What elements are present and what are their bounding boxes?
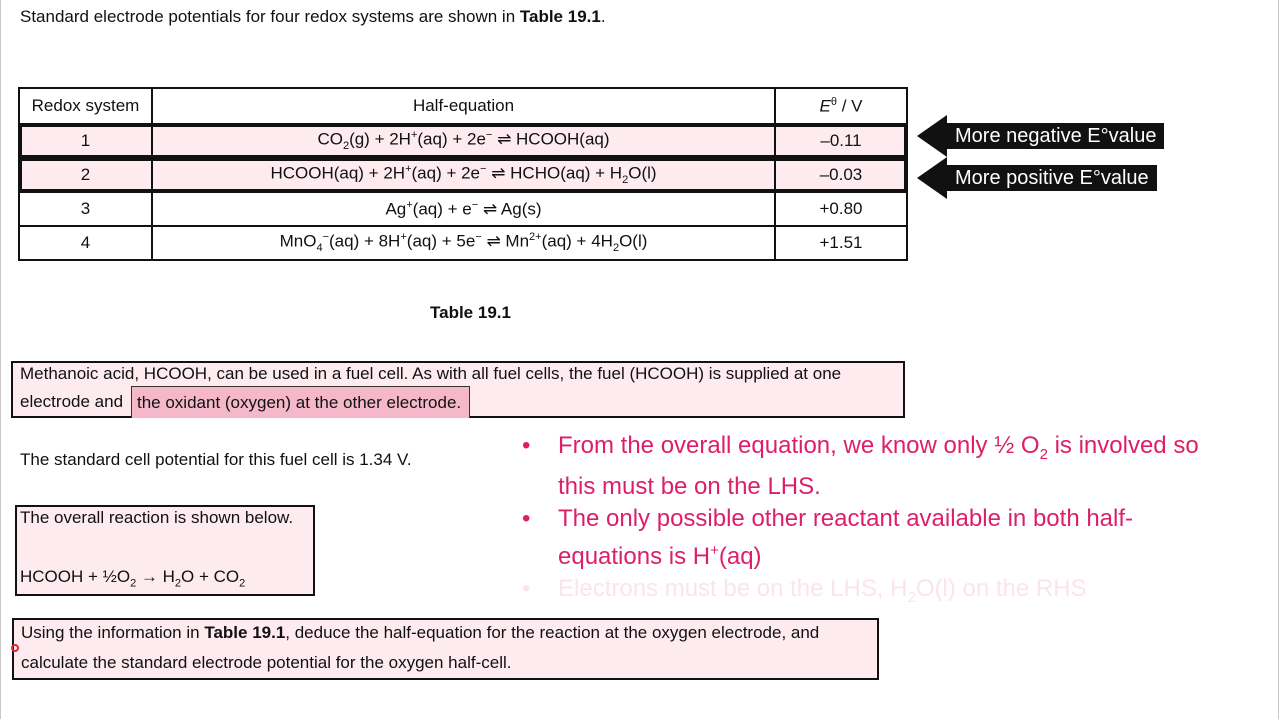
header-e-value: $E^\theta$ / V	[775, 88, 907, 124]
table-row	[19, 192, 907, 226]
table-reference: Table 19.1	[519, 7, 601, 26]
table-row	[19, 158, 907, 192]
overall-reaction-label: The overall reaction is shown below.	[20, 508, 294, 527]
table-row	[19, 226, 907, 260]
annotation-more-negative	[917, 116, 1164, 156]
cell-potential-text: The standard cell potential for this fuel cell is 1.34 V.	[20, 450, 412, 469]
header-redox-system: Redox system	[19, 88, 152, 124]
e-value: +0.80	[775, 192, 907, 226]
annotation-text: More negative E°value	[947, 123, 1164, 149]
bullet-item: • The only possible other reactant available in both half-equations is H+(aq)	[520, 503, 1220, 573]
question-box	[12, 618, 879, 680]
overall-reaction-equation: HCOOH + $\frac{1}{2}O_2 \to H_2O + CO_2$	[20, 567, 246, 590]
paragraph-line-1: Methanoic acid, HCOOH, can be used in a fuel cell. As with all fuel cells, the fuel (HCOOH) is supplied at one	[20, 364, 842, 383]
bullet-item: • From the overall equation, we know only ½ $O_2$ is involved so this must be on the LHS.	[520, 430, 1220, 503]
overall-reaction-box	[15, 505, 315, 596]
question-line-2: calculate the standard electrode potential for the oxygen half-cell.	[21, 653, 512, 672]
explanation-bullets	[520, 430, 1220, 614]
fuel-cell-paragraph	[11, 361, 905, 418]
intro-text: Standard electrode potentials for four redox systems are shown in Table 19.1.	[20, 7, 606, 26]
left-arrow-icon	[917, 115, 947, 157]
paragraph-line-2: electrode and	[20, 392, 124, 411]
annotation-more-positive	[917, 158, 1157, 198]
highlighted-text: the oxidant (oxygen) at the other electrode.	[131, 386, 470, 418]
table-header-row	[19, 88, 907, 124]
question-line-1: Using the information in Table 19.1, deduce the half-equation for the reaction at the oxygen electrode, and	[21, 623, 820, 642]
cursor-pointer-icon	[11, 644, 19, 652]
bullet-item-faded: • Electrons must be on the LHS, $H_2O(l)$ on the RHS	[520, 573, 1220, 614]
redox-table	[18, 87, 908, 261]
header-half-equation: Half-equation	[152, 88, 775, 124]
table-caption: Table 19.1	[430, 303, 511, 322]
table-row	[19, 124, 907, 158]
left-arrow-icon	[917, 157, 947, 199]
annotation-text: More positive E°value	[947, 165, 1157, 191]
system-number: 4	[19, 226, 152, 260]
e-value: +1.51	[775, 226, 907, 260]
system-number: 3	[19, 192, 152, 226]
half-equation: Ag+(aq) + e− ⇌ Ag(s)	[152, 192, 775, 226]
system-number: 2	[19, 158, 152, 192]
system-number: 1	[19, 124, 152, 158]
e-value: –0.11	[775, 124, 907, 158]
e-value: –0.03	[775, 158, 907, 192]
half-equation: HCOOH(aq) + 2H+(aq) + 2e− ⇌ HCHO(aq) + $H_2O(l)$	[152, 158, 775, 192]
half-equation: MnO$_4$−(aq) + 8H+(aq) + 5e− ⇌ $Mn^{2+}(aq) + 4H_2O(l)$	[152, 226, 775, 260]
half-equation: $CO_2(g) + 2H^+(aq) + 2e^-$ ⇌ HCOOH(aq)	[152, 124, 775, 158]
